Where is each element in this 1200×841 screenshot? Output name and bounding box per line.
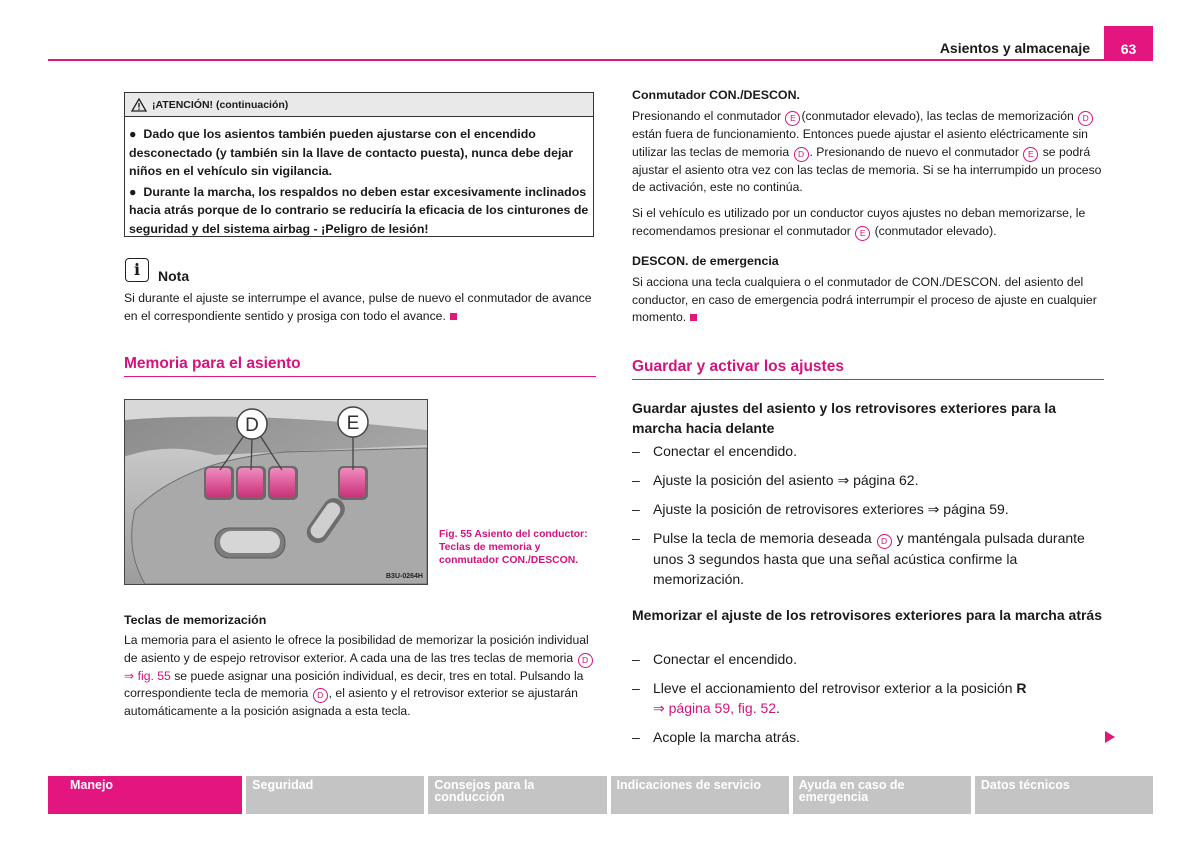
step-item: – Conectar el encendido. <box>632 443 797 459</box>
memory-key-d-icon: D <box>578 653 593 668</box>
switch-e-icon: E <box>1023 147 1038 162</box>
emergency-title: DESCON. de emergencia <box>632 254 779 268</box>
step-item: – Conectar el encendido. <box>632 651 797 667</box>
tab-datos-tecnicos[interactable]: Datos técnicos <box>975 776 1153 814</box>
guardar-subheading-1: Guardar ajustes del asiento y los retrovisores exteriores para la marcha hacia delante <box>632 400 1057 436</box>
seat-controls-illustration <box>125 400 427 584</box>
end-marker-icon <box>690 314 697 321</box>
figure-code: B3U-0264H <box>386 573 423 580</box>
link-page-59[interactable]: ⇒ página 59, fig. 52 <box>653 700 777 716</box>
info-icon: i <box>125 258 149 282</box>
section-heading-memoria: Memoria para el asiento <box>124 355 301 372</box>
note-title: Nota <box>158 268 190 284</box>
figure-label-e: E <box>346 413 360 434</box>
step-item: – Pulse la tecla de memoria deseada D y manténgala pulsada durante unos 3 segundos hasta que una señal acústica confirme la memorización. <box>632 530 1085 587</box>
warning-header <box>125 93 593 117</box>
teclas-title: Teclas de memorización <box>124 613 267 627</box>
step-item: – Lleve el accionamiento del retrovisor exterior a la posición R ⇒ página 59, fig. 52. <box>632 680 1027 716</box>
link-fig-55[interactable]: ⇒ fig. 55 <box>124 668 171 683</box>
guardar-subheading-2: Memorizar el ajuste de los retrovisores exteriores para la marcha atrás <box>632 607 1103 623</box>
step-item: – Acople la marcha atrás. <box>632 729 801 745</box>
tab-indicaciones[interactable]: Indicaciones de servicio <box>611 776 789 814</box>
memory-key-d-icon: D <box>877 534 892 549</box>
switch-e-icon: E <box>785 111 800 126</box>
teclas-paragraph: La memoria para el asiento le ofrece la posibilidad de memorizar la posición individual de asiento y de espejo retrovisor exterior. A cada una de las tres teclas de memoria D⇒ fig. 55 se puede asignar una posición individual, es decir, tres en total. Pulsando la correspondiente tecla de memoria D , el asiento y el retrovisor exterior se ajustarán automáticamente a la posición asignada a esta tecla. <box>124 632 596 721</box>
section-rule <box>632 379 1104 380</box>
section-heading-guardar: Guardar y activar los ajustes <box>632 358 844 375</box>
warning-bullet-2: ● Durante la marcha, los respaldos no deben estar excesivamente inclinados hacia atrás porque de lo contrario se reduciría la eficacia de los cinturones de seguridad y del sistema airbag - ¡Peligro de lesión! <box>129 184 589 236</box>
memory-key-d-icon: D <box>313 688 328 703</box>
tab-seguridad[interactable]: Seguridad <box>246 776 424 814</box>
figure-caption: Fig. 55 Asiento del conductor: Teclas de memoria y conmutador CON./DESCON. <box>439 529 588 566</box>
switch-e-icon: E <box>855 226 870 241</box>
conmutador-paragraph-2: Si el vehículo es utilizado por un conductor cuyos ajustes no deban memorizarse, le recomendamos presionar el conmutador E (conmutador elevado). <box>632 205 1104 241</box>
warning-box <box>124 92 594 237</box>
conmutador-paragraph: Presionando el conmutador E (conmutador elevado), las teclas de memorización D están fuera de funcionamiento. Entonces puede ajustar el asiento eléctricamente sin utilizar las teclas de memoria D . Presionando de nuevo el conmutador E se podrá ajustar el asiento otra vez con las teclas de memoria. Si se ha interrumpido un proceso de activación, este no continúa. <box>632 109 1102 194</box>
section-rule <box>124 376 596 377</box>
figure-label-d: D <box>245 415 259 436</box>
warning-bullet-1: ● Dado que los asientos también pueden ajustarse con el encendido desconectado (y también sin la llave de contacto puesta), nunca debe dejar niños en el vehículo sin vigilancia. <box>129 127 574 178</box>
header-rule <box>48 59 1153 61</box>
memory-key-d-icon: D <box>794 147 809 162</box>
figure-55-seat-controls <box>124 399 428 585</box>
warning-triangle-icon <box>131 98 147 112</box>
memory-key-d-icon: D <box>1078 111 1093 126</box>
conmutador-title: Conmutador CON./DESCON. <box>632 88 800 102</box>
tab-ayuda[interactable]: Ayuda en caso de emergencia <box>793 776 971 814</box>
footer-tab-bar <box>48 776 1153 814</box>
tab-consejos[interactable]: Consejos para la conducción <box>428 776 606 814</box>
warning-title: ¡ATENCIÓN! (continuación) <box>152 98 289 111</box>
next-page-arrow-icon[interactable] <box>1104 730 1116 744</box>
end-marker-icon <box>450 313 457 320</box>
emergency-text: Si acciona una tecla cualquiera o el conmutador de CON./DESCON. del asiento del conductor, en caso de emergencia podrá interrumpir el proceso de ajuste en cualquier momento. <box>632 275 1097 324</box>
note-text: Si durante el ajuste se interrumpe el avance, pulse de nuevo el conmutador de avance en el correspondiente sentido y prosiga con todo el avance. <box>124 291 592 323</box>
step-item: – Ajuste la posición de retrovisores exteriores ⇒ página 59. <box>632 501 1009 517</box>
running-header-title: Asientos y almacenaje <box>939 40 1090 56</box>
step-item: – Ajuste la posición del asiento ⇒ página 62. <box>632 472 919 488</box>
tab-manejo[interactable]: Manejo <box>48 776 242 814</box>
page-number: 63 <box>1104 26 1153 59</box>
